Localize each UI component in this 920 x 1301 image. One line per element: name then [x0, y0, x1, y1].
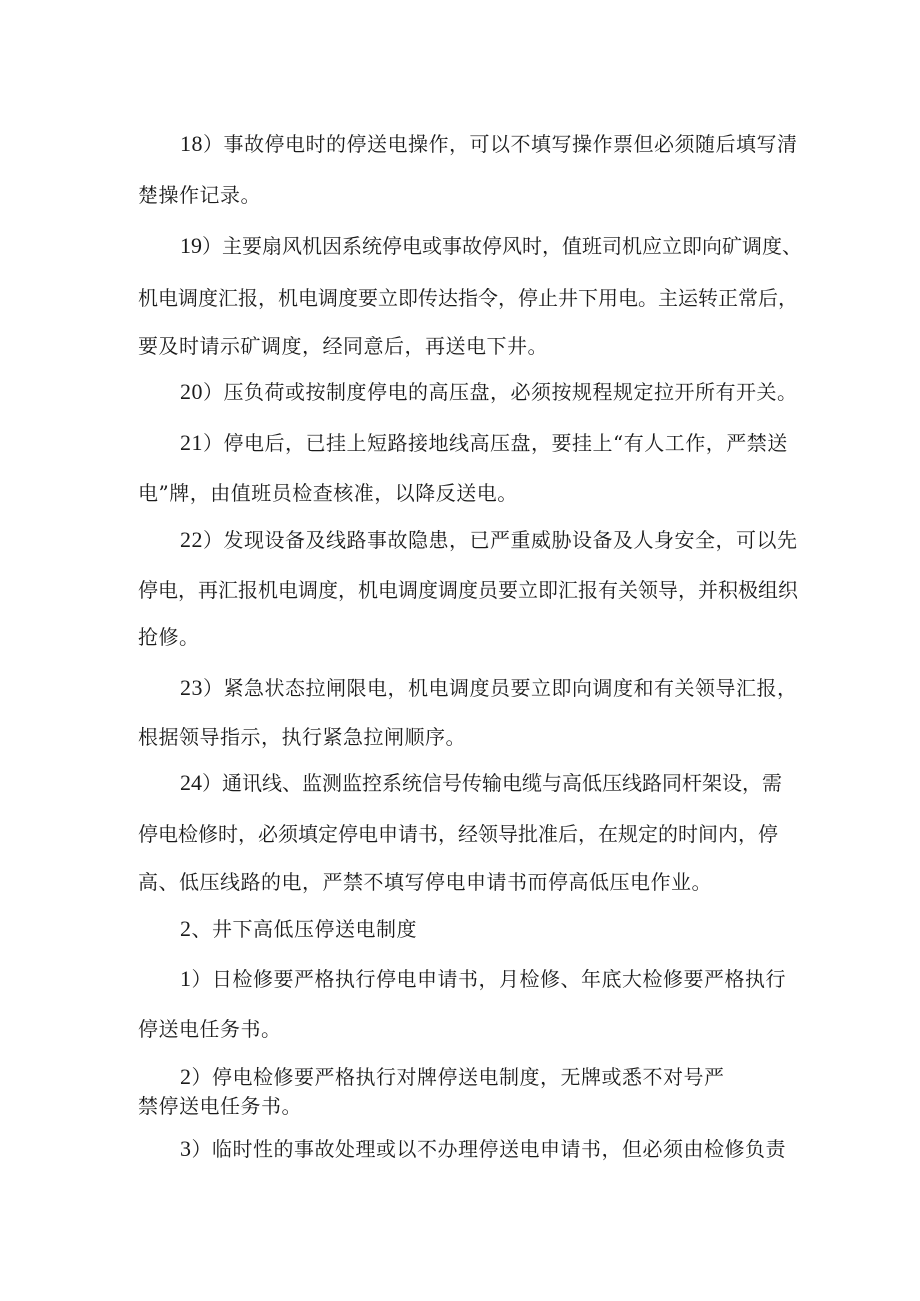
paragraph-number: 23 — [180, 675, 203, 700]
paragraph-text: 楚操作记录。 — [138, 183, 261, 207]
paragraph-21-line-1 — [180, 430, 788, 456]
paragraph-text: 电”牌，由值班员检查核准，以降反送电。 — [138, 481, 518, 505]
section-title: 、井下高低压停送电制度 — [191, 917, 417, 941]
paragraph-23-line-1 — [180, 675, 798, 701]
paragraph-22-line-1 — [180, 527, 798, 553]
paragraph-text: 停电检修时，必须填定停电申请书，经领导批准后，在规定的时间内，停 — [138, 822, 778, 846]
paragraph-text: 高、低压线路的电，严禁不填写停电申请书而停高低压电作业。 — [138, 870, 712, 894]
item-3-line-1 — [180, 1136, 786, 1162]
paragraph-text: 停电，再汇报机电调度，机电调度调度员要立即汇报有关领导，并积极组织 — [138, 578, 798, 602]
section-heading-2 — [180, 916, 417, 942]
paragraph-text: 机电调度汇报，机电调度要立即传达指令，停止井下用电。主运转正常后， — [138, 286, 798, 310]
paragraph-text: ）通讯线、监测监控系统信号传输电缆与高低压线路同杆架设，需 — [202, 771, 782, 795]
paragraph-number: 20 — [180, 379, 203, 404]
paragraph-text: 根据领导指示，执行紧急拉闸顺序。 — [138, 725, 466, 749]
item-number: 1 — [180, 966, 192, 991]
paragraph-19-line-2 — [138, 285, 798, 311]
item-1-line-2 — [138, 1016, 282, 1042]
item-2-line-1 — [180, 1064, 725, 1090]
paragraph-20-line-1 — [180, 379, 798, 405]
item-text: ）停电检修要严格执行对牌停送电制度，无牌或悉不对号严 — [191, 1065, 725, 1089]
item-number: 3 — [180, 1136, 192, 1161]
paragraph-22-line-2 — [138, 577, 798, 603]
item-2-line-2 — [138, 1093, 302, 1119]
paragraph-21-line-2 — [138, 480, 518, 506]
paragraph-24-line-2 — [138, 821, 778, 847]
paragraph-18-line-1 — [180, 131, 798, 157]
paragraph-text: ）主要扇风机因系统停电或事故停风时，值班司机应立即向矿调度、 — [202, 234, 802, 258]
paragraph-text: ）紧急状态拉闸限电，机电调度员要立即向调度和有关领导汇报， — [203, 676, 798, 700]
paragraph-text: ）压负荷或按制度停电的高压盘，必须按规程规定拉开所有开关。 — [203, 380, 798, 404]
item-number: 2 — [180, 1064, 192, 1089]
paragraph-text: ）发现设备及线路事故隐患，已严重威胁设备及人身安全，可以先 — [203, 528, 798, 552]
paragraph-text: 抢修。 — [138, 625, 200, 649]
item-text: 禁停送电任务书。 — [138, 1094, 302, 1118]
paragraph-number: 24 — [180, 770, 202, 795]
paragraph-number: 21 — [180, 430, 203, 455]
paragraph-24-line-3 — [138, 869, 712, 895]
paragraph-text: ）停电后，已挂上短路接地线高压盘，要挂上“有人工作，严禁送 — [203, 431, 788, 455]
paragraph-number: 18 — [180, 131, 203, 156]
paragraph-text: ）事故停电时的停送电操作，可以不填写操作票但必须随后填写清 — [203, 132, 798, 156]
item-1-line-1 — [180, 966, 786, 992]
paragraph-24-line-1 — [180, 770, 782, 796]
paragraph-18-line-2 — [138, 182, 261, 208]
paragraph-22-line-3 — [138, 624, 200, 650]
section-number: 2 — [180, 916, 192, 941]
paragraph-number: 19 — [180, 233, 202, 258]
paragraph-23-line-2 — [138, 724, 466, 750]
paragraph-19-line-3 — [138, 333, 548, 359]
item-text: 停送电任务书。 — [138, 1017, 282, 1041]
paragraph-text: 要及时请示矿调度，经同意后，再送电下井。 — [138, 334, 548, 358]
paragraph-19-line-1 — [180, 233, 802, 259]
item-text: ）日检修要严格执行停电申请书，月检修、年底大检修要严格执行 — [191, 967, 786, 991]
paragraph-number: 22 — [180, 527, 203, 552]
item-text: ）临时性的事故处理或以不办理停送电申请书，但必须由检修负责 — [191, 1137, 786, 1161]
